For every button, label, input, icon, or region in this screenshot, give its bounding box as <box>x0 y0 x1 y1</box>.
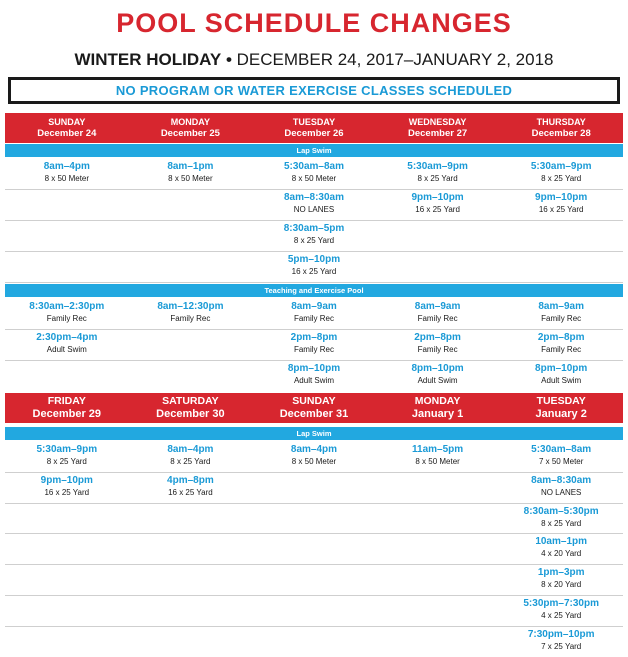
day-header-cell <box>252 393 376 423</box>
schedule-cell <box>252 596 376 626</box>
day-name: SUNDAY <box>48 117 86 127</box>
schedule-cell <box>376 442 500 472</box>
schedule-cell <box>376 221 500 251</box>
schedule-cell <box>376 627 500 657</box>
schedule-cell <box>129 473 253 503</box>
session-detail: NO LANES <box>540 487 582 497</box>
session-detail: 16 x 25 Yard <box>44 487 90 497</box>
session-detail: Family Rec <box>541 314 582 323</box>
day-header-cell <box>129 393 253 423</box>
session-time: 8:30am–5pm <box>283 223 345 234</box>
day-name: MONDAY <box>414 395 461 407</box>
schedule-cell <box>376 190 500 220</box>
session-detail: Family Rec <box>417 314 458 323</box>
day-header-cell <box>5 393 129 423</box>
session-time: 9pm–10pm <box>411 192 464 203</box>
session-detail: 8 x 25 Yard <box>293 236 335 245</box>
schedule-cell <box>5 565 129 595</box>
session-time: 8am–12:30pm <box>157 301 224 312</box>
session-detail: 8 x 20 Yard <box>541 580 582 590</box>
session-time: 8:30am–5:30pm <box>523 505 599 517</box>
schedule-cell <box>129 596 253 626</box>
session-detail: 16 x 25 Yard <box>538 205 584 214</box>
schedule-row <box>5 596 623 627</box>
schedule-cell <box>252 442 376 472</box>
schedule-cell <box>5 299 129 329</box>
session-detail: Family Rec <box>417 345 458 354</box>
schedule-cell <box>376 596 500 626</box>
schedule-cell <box>129 299 253 329</box>
day-header-row <box>5 393 623 423</box>
schedule-cell <box>129 159 253 189</box>
session-detail: 8 x 50 Meter <box>291 174 337 183</box>
session-time: 5:30am–8am <box>283 161 344 172</box>
session-detail: 8 x 50 Meter <box>44 174 90 183</box>
session-time: 5:30pm–7:30pm <box>523 598 599 609</box>
schedule-cell <box>376 361 500 391</box>
day-header-cell <box>499 393 623 423</box>
schedule-cell <box>5 473 129 503</box>
day-date: December 31 <box>279 408 349 420</box>
day-name: TUESDAY <box>292 117 336 127</box>
notice-banner: NO PROGRAM OR WATER EXERCISE CLASSES SCHEDULED <box>8 77 620 104</box>
schedule-cell <box>129 534 253 564</box>
schedule-cell <box>499 534 623 564</box>
session-time: 8:30am–2:30pm <box>29 301 105 312</box>
day-header-cell <box>252 113 376 143</box>
schedule-cell <box>252 627 376 657</box>
schedule-cell <box>376 504 500 534</box>
day-header-cell <box>129 113 253 143</box>
schedule-cell <box>252 534 376 564</box>
schedule-cell <box>376 330 500 360</box>
lap-swim-band: Lap Swim <box>5 427 623 440</box>
session-time: 2:30pm–4pm <box>36 332 98 343</box>
schedule-row <box>5 361 623 391</box>
schedule-cell <box>252 361 376 391</box>
session-detail: 7 x 50 Meter <box>538 457 584 466</box>
schedule-cell <box>5 159 129 189</box>
schedule-cell <box>499 361 623 391</box>
day-header-cell <box>5 113 129 143</box>
day-date: December 28 <box>531 128 591 139</box>
schedule-row <box>5 190 623 221</box>
schedule-cell <box>499 473 623 503</box>
subtitle-date-range: DECEMBER 24, 2017–JANUARY 2, 2018 <box>236 50 554 69</box>
session-detail: Adult Swim <box>46 345 87 354</box>
schedule-row <box>5 473 623 504</box>
session-detail: 7 x 25 Yard <box>541 641 582 651</box>
session-time: 5:30am–8am <box>531 444 592 455</box>
session-time: 8pm–10pm <box>535 363 588 374</box>
session-time: 2pm–8pm <box>414 332 461 343</box>
schedule-row <box>5 299 623 330</box>
schedule-cell <box>252 221 376 251</box>
page-title: POOL SCHEDULE CHANGES <box>116 8 512 38</box>
schedule-cell <box>129 221 253 251</box>
session-time: 10am–1pm <box>535 536 588 548</box>
schedule-cell <box>376 473 500 503</box>
schedule-cell <box>499 627 623 657</box>
day-name: SUNDAY <box>292 395 336 407</box>
day-name: SATURDAY <box>162 395 219 407</box>
day-date: January 2 <box>535 408 587 420</box>
schedule-cell <box>252 565 376 595</box>
schedule-cell <box>376 159 500 189</box>
schedule-row <box>5 159 623 190</box>
session-time: 8am–8:30am <box>531 474 592 486</box>
schedule-cell <box>5 190 129 220</box>
teaching-pool-band: Teaching and Exercise Pool <box>5 284 623 297</box>
session-detail: 8 x 25 Yard <box>541 174 582 183</box>
schedule-cell <box>499 190 623 220</box>
subtitle-separator: • <box>225 50 232 69</box>
day-date: December 30 <box>156 408 225 420</box>
session-time: 5:30am–9pm <box>407 161 468 172</box>
session-detail: 8 x 25 Yard <box>417 174 458 183</box>
schedule-cell <box>5 442 129 472</box>
session-time: 1pm–3pm <box>537 567 585 579</box>
schedule-row <box>5 221 623 252</box>
schedule-cell <box>129 504 253 534</box>
schedule-cell <box>252 330 376 360</box>
lap-swim-band: Lap Swim <box>5 144 623 157</box>
session-detail: 8 x 25 Yard <box>46 457 87 466</box>
schedule-cell <box>252 190 376 220</box>
schedule-cell <box>376 252 500 282</box>
session-time: 5:30am–9pm <box>530 161 592 172</box>
session-detail: 4 x 20 Yard <box>541 549 582 559</box>
schedule-cell <box>252 252 376 282</box>
schedule-cell <box>499 159 623 189</box>
schedule-cell <box>5 627 129 657</box>
session-time: 8am–4pm <box>290 444 338 455</box>
session-detail: Family Rec <box>293 345 334 354</box>
session-time: 8am–9am <box>414 301 461 312</box>
session-detail: 4 x 25 Yard <box>541 611 582 620</box>
schedule-cell <box>499 252 623 282</box>
day-name: TUESDAY <box>536 395 586 407</box>
session-detail: 8 x 25 Yard <box>541 518 582 528</box>
session-time: 8pm–10pm <box>411 363 464 374</box>
schedule-cell <box>252 159 376 189</box>
schedule-cell <box>129 252 253 282</box>
session-detail: Adult Swim <box>541 376 582 385</box>
schedule-cell <box>252 473 376 503</box>
session-time: 8am–1pm <box>167 161 214 172</box>
schedule-cell <box>376 299 500 329</box>
session-detail: Adult Swim <box>417 376 458 385</box>
session-detail: Family Rec <box>170 314 211 323</box>
session-detail: 8 x 50 Meter <box>291 457 337 466</box>
schedule-cell <box>499 565 623 595</box>
schedule-cell <box>499 299 623 329</box>
schedule-cell <box>5 534 129 564</box>
schedule-cell <box>252 299 376 329</box>
session-time: 11am–5pm <box>412 444 464 455</box>
schedule-cell <box>129 565 253 595</box>
session-time: 4pm–8pm <box>167 474 214 486</box>
schedule-cell <box>252 504 376 534</box>
session-time: 8am–9am <box>538 301 584 312</box>
schedule-cell <box>5 361 129 391</box>
session-time: 2pm–8pm <box>290 332 338 343</box>
session-detail: Family Rec <box>293 314 334 323</box>
session-time: 9pm–10pm <box>40 474 93 486</box>
day-name: THURSDAY <box>536 117 586 127</box>
schedule-cell <box>376 534 500 564</box>
schedule-cell <box>5 252 129 282</box>
session-time: 8am–4pm <box>43 161 90 172</box>
schedule-cell <box>5 504 129 534</box>
subtitle-holiday: WINTER HOLIDAY <box>74 50 222 69</box>
schedule-cell <box>499 221 623 251</box>
day-name: WEDNESDAY <box>408 117 467 127</box>
schedule-cell <box>5 596 129 626</box>
day-date: December 24 <box>37 128 97 139</box>
schedule-row <box>5 330 623 361</box>
session-time: 8am–8:30am <box>283 192 344 203</box>
session-time: 8pm–10pm <box>287 363 341 374</box>
session-detail: Adult Swim <box>293 376 334 385</box>
day-header-row <box>5 113 623 143</box>
day-date: January 1 <box>411 408 464 420</box>
session-time: 2pm–8pm <box>537 332 585 343</box>
schedule-cell <box>499 596 623 626</box>
schedule-row <box>5 565 623 596</box>
schedule-row <box>5 504 623 535</box>
day-header-cell <box>376 393 500 423</box>
day-date: December 25 <box>160 128 220 139</box>
page-subtitle <box>0 50 628 70</box>
schedule-cell <box>5 221 129 251</box>
session-detail: NO LANES <box>293 205 335 214</box>
session-time: 5:30am–9pm <box>36 444 98 455</box>
day-header-cell <box>376 113 500 143</box>
session-time: 8am–4pm <box>167 444 214 455</box>
schedule-cell <box>499 504 623 534</box>
schedule-cell <box>129 361 253 391</box>
day-date: December 27 <box>408 128 468 139</box>
schedule-cell <box>376 565 500 595</box>
day-header-cell <box>499 113 623 143</box>
session-detail: 16 x 25 Yard <box>415 205 460 214</box>
session-detail: 8 x 50 Meter <box>168 174 213 183</box>
schedule-cell <box>499 330 623 360</box>
day-date: December 29 <box>32 408 102 420</box>
session-time: 5pm–10pm <box>287 254 341 265</box>
session-detail: 16 x 25 Yard <box>291 267 337 276</box>
session-time: 7:30pm–10pm <box>527 628 595 640</box>
session-detail: Family Rec <box>46 314 87 323</box>
session-detail: Family Rec <box>541 345 582 354</box>
session-detail: 8 x 50 Meter <box>415 457 460 466</box>
schedule-cell <box>5 330 129 360</box>
schedule-cell <box>499 442 623 472</box>
schedule-row <box>5 252 623 283</box>
schedule-cell <box>129 442 253 472</box>
schedule-row <box>5 627 623 657</box>
schedule-row <box>5 442 623 473</box>
schedule-cell <box>129 330 253 360</box>
schedule-row <box>5 534 623 565</box>
day-date: December 26 <box>284 128 344 139</box>
session-time: 9pm–10pm <box>535 192 588 203</box>
session-time: 8am–9am <box>291 301 337 312</box>
session-detail: 16 x 25 Yard <box>168 487 213 497</box>
schedule-cell <box>129 190 253 220</box>
session-detail: 8 x 25 Yard <box>170 457 211 466</box>
day-name: MONDAY <box>170 117 210 127</box>
schedule-cell <box>129 627 253 657</box>
day-name: FRIDAY <box>47 395 86 407</box>
